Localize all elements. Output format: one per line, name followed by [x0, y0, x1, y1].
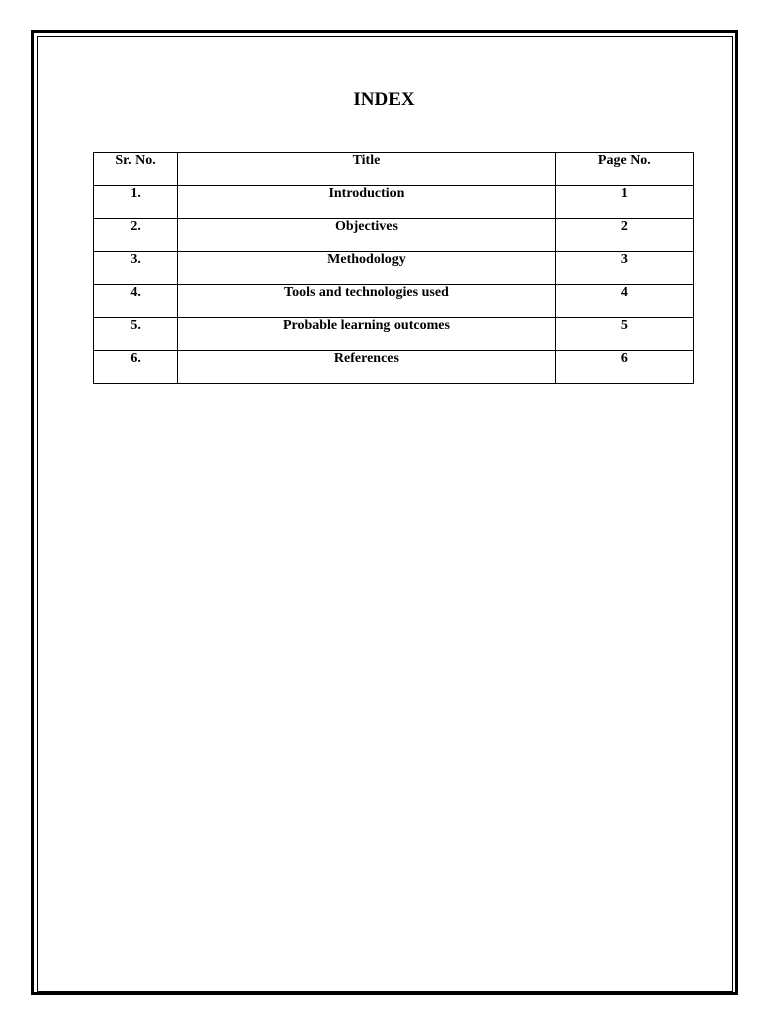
table-row [94, 186, 694, 219]
index-table [93, 152, 694, 384]
row-title: Objectives [178, 219, 556, 252]
row-page-no: 5 [555, 318, 693, 351]
row-title: Methodology [178, 252, 556, 285]
row-page-no: 3 [555, 252, 693, 285]
row-page-no: 6 [555, 351, 693, 384]
table-header-row [94, 153, 694, 186]
table-row [94, 285, 694, 318]
row-sr-no: 6. [94, 351, 178, 384]
row-sr-no: 5. [94, 318, 178, 351]
table-row [94, 252, 694, 285]
table-row [94, 219, 694, 252]
row-title: Tools and technologies used [178, 285, 556, 318]
row-title: Introduction [178, 186, 556, 219]
row-page-no: 1 [555, 186, 693, 219]
table-row [94, 318, 694, 351]
row-page-no: 4 [555, 285, 693, 318]
table-row [94, 351, 694, 384]
row-sr-no: 3. [94, 252, 178, 285]
row-title: References [178, 351, 556, 384]
header-page-no: Page No. [555, 153, 693, 186]
row-sr-no: 1. [94, 186, 178, 219]
row-sr-no: 2. [94, 219, 178, 252]
index-heading: INDEX [353, 89, 415, 110]
header-title: Title [178, 153, 556, 186]
row-title: Probable learning outcomes [178, 318, 556, 351]
row-page-no: 2 [555, 219, 693, 252]
header-sr-no: Sr. No. [94, 153, 178, 186]
row-sr-no: 4. [94, 285, 178, 318]
